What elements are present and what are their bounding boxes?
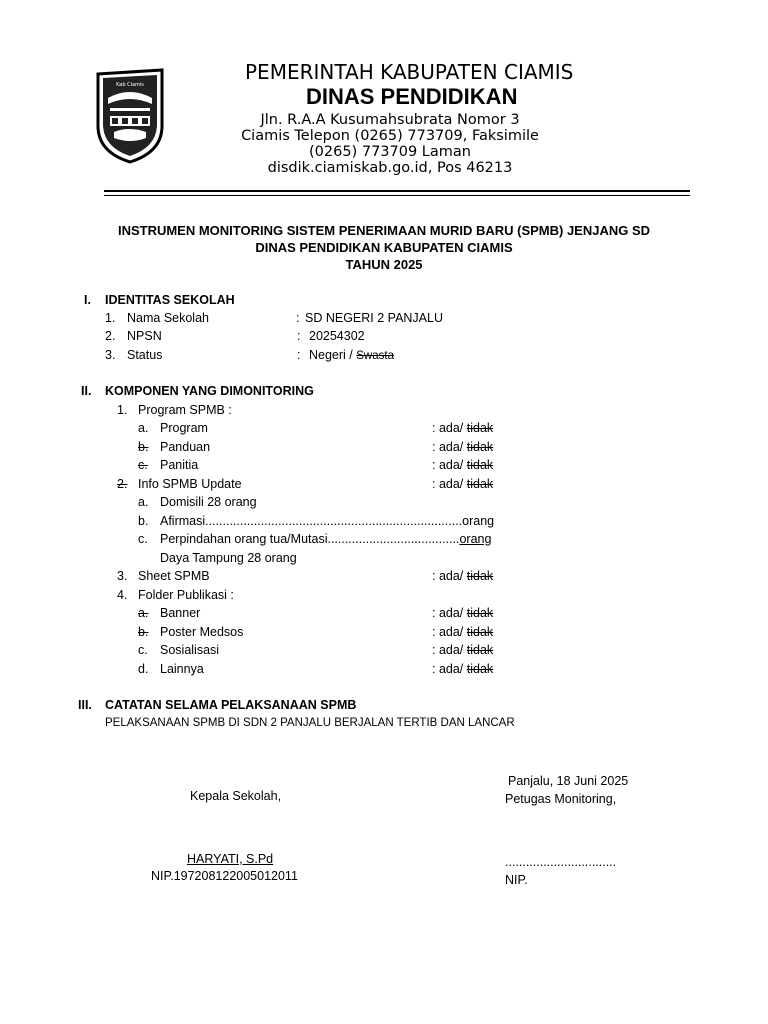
office-address: Jln. R.A.A Kusumahsubrata Nomor 3 Ciamis Telepon (0265) 773709, Faksimile (0265) 773709 Laman disdik.ciamiskab.go.id, Pos 46213 bbox=[241, 112, 539, 176]
ada-text: : ada/ bbox=[432, 440, 467, 454]
item-letter: c. bbox=[138, 458, 148, 472]
section1-heading: IDENTITAS SEKOLAH bbox=[105, 293, 235, 307]
section3-number: III. bbox=[78, 698, 92, 712]
availability-value bbox=[432, 569, 493, 583]
monitor-role: Petugas Monitoring, bbox=[505, 792, 617, 806]
item-letter: b. bbox=[138, 440, 149, 454]
tidak-struck: tidak bbox=[466, 569, 494, 583]
principal-name: HARYATI, S.Pd bbox=[187, 852, 274, 866]
status-struck: Swasta bbox=[356, 350, 394, 362]
ada-text: : ada/ bbox=[432, 606, 467, 620]
monitor-name-blank: ................................ bbox=[505, 855, 617, 869]
tidak-struck: tidak bbox=[466, 477, 494, 491]
npsn-value: 20254302 bbox=[309, 329, 365, 343]
mutasi-text: Perpindahan orang tua/Mutasi...................................... bbox=[160, 532, 460, 546]
identity-colon: : bbox=[296, 311, 300, 325]
item-label: Program bbox=[160, 421, 208, 435]
school-name-value: SD NEGERI 2 PANJALU bbox=[305, 311, 444, 325]
logo-text: Kab Ciamis bbox=[116, 82, 144, 88]
section1-number: I. bbox=[84, 293, 91, 307]
tidak-struck: tidak bbox=[466, 421, 494, 435]
identity-label: Status bbox=[127, 348, 163, 362]
identity-number: 1. bbox=[105, 311, 116, 325]
afirmasi-label bbox=[160, 514, 494, 528]
availability-value bbox=[432, 625, 493, 639]
doc-title-line1: INSTRUMEN MONITORING SISTEM PENERIMAAN MURID BARU (SPMB) JENJANG SD bbox=[117, 223, 651, 238]
item-label: Poster Medsos bbox=[160, 625, 244, 639]
item-letter: b. bbox=[138, 514, 149, 528]
identity-number: 3. bbox=[105, 348, 116, 362]
item-letter: a. bbox=[138, 421, 149, 435]
place-date: Panjalu, 18 Juni 2025 bbox=[508, 774, 629, 788]
item-number: 4. bbox=[117, 588, 128, 602]
mutasi-label bbox=[160, 532, 491, 546]
tidak-struck: tidak bbox=[466, 606, 494, 620]
ada-text: : ada/ bbox=[432, 643, 467, 657]
afirmasi-unit: orang bbox=[462, 514, 495, 528]
availability-value bbox=[432, 458, 493, 472]
tidak-struck: tidak bbox=[466, 625, 494, 639]
section2-number: II. bbox=[81, 384, 92, 398]
availability-value bbox=[432, 662, 493, 676]
ada-text: : ada/ bbox=[432, 625, 467, 639]
item-label: Sheet SPMB bbox=[138, 569, 210, 583]
identity-colon: : bbox=[297, 348, 301, 362]
item-label: Lainnya bbox=[160, 662, 204, 676]
ada-text: : ada/ bbox=[432, 569, 467, 583]
item-label: Folder Publikasi : bbox=[138, 588, 234, 602]
letterhead-rule-thick bbox=[104, 190, 690, 192]
item-number: 2. bbox=[117, 477, 128, 491]
item-label: Info SPMB Update bbox=[138, 477, 242, 491]
availability-value bbox=[432, 421, 493, 435]
item-label: Panitia bbox=[160, 458, 199, 472]
tidak-struck: tidak bbox=[466, 643, 494, 657]
principal-nip: NIP.197208122005012011 bbox=[151, 869, 298, 883]
monitor-nip: NIP. bbox=[505, 873, 528, 887]
item-letter: d. bbox=[138, 662, 149, 676]
identity-label: Nama Sekolah bbox=[127, 311, 209, 325]
availability-value bbox=[432, 643, 493, 657]
principal-role: Kepala Sekolah, bbox=[190, 789, 282, 803]
item-label: Panduan bbox=[160, 440, 211, 454]
ada-text: : ada/ bbox=[432, 662, 467, 676]
monitoring-note: PELAKSANAAN SPMB DI SDN 2 PANJALU BERJALAN TERTIB DAN LANCAR bbox=[105, 717, 515, 729]
ada-text: : ada/ bbox=[432, 477, 467, 491]
item-letter: b. bbox=[138, 625, 149, 639]
item-letter: a. bbox=[138, 495, 149, 509]
item-letter: c. bbox=[138, 643, 148, 657]
item-label: Program SPMB : bbox=[138, 403, 232, 417]
item-number: 1. bbox=[117, 403, 128, 417]
government-name: PEMERINTAH KABUPATEN CIAMIS bbox=[245, 60, 574, 84]
item-letter: a. bbox=[138, 606, 149, 620]
office-name: DINAS PENDIDIKAN bbox=[306, 84, 518, 109]
item-label: Banner bbox=[160, 606, 201, 620]
section3-heading: CATATAN SELAMA PELAKSANAAN SPMB bbox=[105, 698, 357, 712]
tidak-struck: tidak bbox=[466, 662, 494, 676]
item-number: 3. bbox=[117, 569, 128, 583]
section2-heading: KOMPONEN YANG DIMONITORING bbox=[105, 384, 314, 398]
tidak-struck: tidak bbox=[466, 458, 494, 472]
item-label: Domisili 28 orang bbox=[160, 495, 257, 509]
ada-text: : ada/ bbox=[432, 421, 467, 435]
ciamis-regency-logo bbox=[92, 64, 168, 164]
identity-number: 2. bbox=[105, 329, 116, 343]
doc-title-line3: TAHUN 2025 bbox=[345, 257, 423, 272]
item-label: Sosialisasi bbox=[160, 643, 220, 657]
identity-colon: : bbox=[297, 329, 301, 343]
status-value bbox=[309, 348, 394, 362]
doc-title-line2: DINAS PENDIDIKAN KABUPATEN CIAMIS bbox=[255, 240, 513, 255]
tidak-struck: tidak bbox=[466, 440, 494, 454]
availability-value bbox=[432, 477, 493, 491]
availability-value bbox=[432, 606, 493, 620]
status-kept: Negeri / bbox=[309, 348, 357, 362]
item-letter: c. bbox=[138, 532, 148, 546]
ada-text: : ada/ bbox=[432, 458, 467, 472]
capacity-label: Daya Tampung 28 orang bbox=[160, 551, 297, 565]
identity-label: NPSN bbox=[127, 329, 162, 343]
mutasi-unit: orang bbox=[459, 532, 492, 546]
availability-value bbox=[432, 440, 493, 454]
afirmasi-text: Afirmasi.......................................................................... bbox=[160, 514, 463, 528]
letterhead-rule-thin bbox=[104, 195, 690, 196]
